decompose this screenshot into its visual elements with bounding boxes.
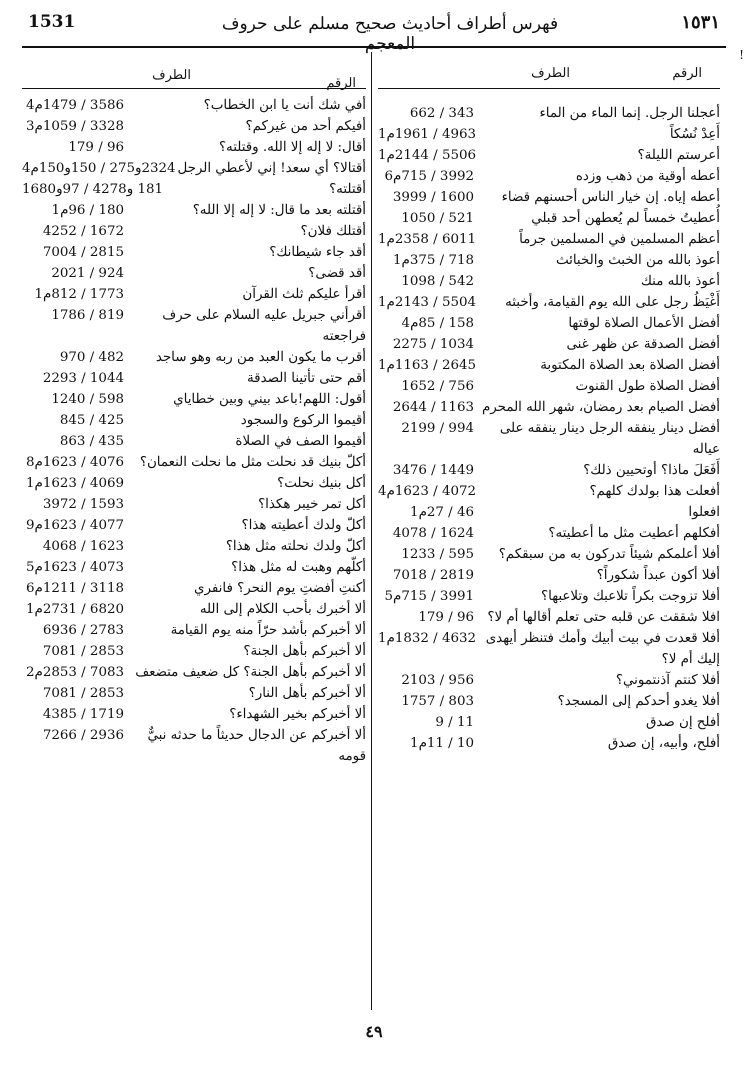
left-column	[22, 58, 366, 767]
index-entry	[378, 166, 720, 187]
right-column-header	[378, 58, 720, 89]
entry-text: أقال: لا إله إلا الله. وقتلته؟	[218, 140, 366, 155]
index-entry	[378, 124, 720, 145]
index-entry	[22, 725, 366, 767]
index-entry	[22, 620, 366, 641]
edge-mark: !	[739, 48, 744, 62]
index-entry	[22, 599, 366, 620]
entry-number: 179 / 96	[68, 140, 124, 155]
entry-number: 5504 / 2143م1	[378, 295, 477, 310]
index-entry	[22, 368, 366, 389]
entry-number: 181 و4278 / 97و1680	[22, 182, 163, 197]
entry-text: أقول: اللهم!باعد بيني وبين خطاياي	[173, 392, 366, 407]
index-entry	[378, 271, 720, 292]
index-entry	[22, 557, 366, 578]
entry-number: 1050 / 521	[401, 211, 474, 226]
index-entry	[22, 704, 366, 725]
entry-number: 4073 / 1623م5	[25, 560, 124, 575]
index-entry	[378, 733, 720, 754]
entry-text: ألا أخبركم بأهل الجنة؟ كل ضعيف متضعف	[135, 665, 366, 680]
left-entry-list	[22, 95, 366, 767]
entry-text: أفضل الصلاة طول القنوت	[575, 379, 720, 394]
entry-number: 1773 / 812م1	[34, 287, 124, 302]
index-entry	[378, 607, 720, 628]
entry-number: 3118 / 1211م6	[25, 581, 124, 596]
index-entry	[378, 691, 720, 712]
entry-number: 7004 / 2815	[42, 245, 124, 260]
entry-number: 2021 / 924	[51, 266, 124, 281]
entry-text: أفلح إن صدق	[645, 715, 720, 730]
entry-number: 3972 / 1593	[42, 497, 124, 512]
entry-number: 662 / 343	[409, 106, 474, 121]
entry-text: أقد قضى؟	[308, 266, 366, 281]
index-entry	[378, 250, 720, 271]
entry-text: افلا شققت عن قلبه حتى تعلم أقالها أم لا؟	[487, 610, 720, 625]
entry-number: 10 / 11م1	[410, 736, 474, 751]
header-rule	[22, 46, 726, 48]
entry-text: أفعلت هذا بولدك كلهم؟	[589, 484, 720, 499]
column-divider	[371, 52, 372, 1010]
index-entry	[22, 410, 366, 431]
index-entry	[378, 565, 720, 586]
entry-text: ألا أخبركم بأشد حرّاً منه يوم القيامة	[170, 623, 366, 638]
index-entry	[22, 158, 366, 179]
entry-number: 4068 / 1623	[42, 539, 124, 554]
index-entry	[378, 229, 720, 250]
entry-text: أعطه إياه. إن خيار الناس أحسنهم قضاء	[501, 190, 720, 205]
entry-number: 2644 / 1163	[392, 400, 474, 415]
index-entry	[22, 116, 366, 137]
footer-page-number: ٤٩	[365, 1022, 383, 1041]
entry-number: 6011 / 2358م1	[378, 232, 477, 247]
index-entry	[22, 242, 366, 263]
entry-text: ألا أخبركم بأهل النار؟	[248, 686, 366, 701]
entry-text: أقد جاء شيطانك؟	[269, 245, 366, 260]
entry-number: 6820 / 2731م1	[25, 602, 124, 617]
index-entry	[378, 670, 720, 691]
entry-number: 4076 / 1623م8	[25, 455, 124, 470]
index-entry	[22, 452, 366, 473]
index-entry	[378, 460, 720, 481]
index-entry	[22, 578, 366, 599]
entry-number: 7018 / 2819	[392, 568, 474, 583]
column-header-text: الطرف	[152, 68, 191, 83]
entry-number: 7081 / 2853	[42, 686, 124, 701]
entry-text: أفكلهم أعطيت مثل ما أعطيته؟	[548, 526, 720, 541]
index-entry	[378, 334, 720, 355]
entry-number: 4385 / 1719	[42, 707, 124, 722]
entry-text: أَفَعَلَ ماذا؟ أوتحيين ذلك؟	[583, 463, 720, 478]
index-entry	[22, 494, 366, 515]
entry-text: أفلا قعدت في بيت أبيك وأمك فتنظر أيهدى إليك أم لا؟	[485, 631, 720, 667]
entry-text: ألا أخبرك بأحب الكلام إلى الله	[199, 602, 366, 617]
entry-text: أقيموا الركوع والسجود	[240, 413, 366, 428]
entry-number: 3476 / 1449	[392, 463, 474, 478]
entry-number: 3992 / 715م6	[384, 169, 474, 184]
index-entry	[22, 179, 366, 200]
entry-number: 1652 / 756	[401, 379, 474, 394]
entry-number: 2199 / 994	[401, 421, 474, 436]
entry-number: 7081 / 2853	[42, 644, 124, 659]
entry-text: أقرب ما يكون العبد من ربه وهو ساجد	[155, 350, 366, 365]
column-header-number: الرقم	[672, 66, 702, 81]
entry-text: أفضل الصيام بعد رمضان، شهر الله المحرم	[482, 400, 720, 415]
entry-text: ألا أخبركم بأهل الجنة؟	[243, 644, 366, 659]
entry-number: 845 / 425	[59, 413, 124, 428]
entry-number: 3586 / 1479م4	[25, 98, 124, 113]
entry-number: 2324و275 / 150و150م4	[22, 161, 176, 176]
header-title: فهرس أطراف أحاديث صحيح مسلم على حروف المعجم	[221, 14, 559, 54]
entry-number: 970 / 482	[59, 350, 124, 365]
entry-text: أقتلته بعد ما قال: لا إله إلا الله؟	[192, 203, 366, 218]
entry-text: أقتلك فلان؟	[300, 224, 366, 239]
header-page-number-latin: 1531	[28, 12, 76, 32]
entry-text: ألا أخبركم عن الدجال حديثاً ما حدثه نبيٌّ قومه	[147, 728, 366, 764]
entry-number: 4252 / 1672	[42, 224, 124, 239]
entry-number: 4632 / 1832م1	[378, 631, 477, 646]
entry-number: 46 / 27م1	[410, 505, 474, 520]
index-entry	[22, 263, 366, 284]
entry-text: أعوذ بالله من الخبث والخبائث	[555, 253, 720, 268]
entry-number: 158 / 85م4	[401, 316, 474, 331]
index-entry	[22, 473, 366, 494]
entry-text: أكلّهم وهبت له مثل هذا؟	[231, 560, 366, 575]
index-entry	[22, 95, 366, 116]
entry-number: 4072 / 1623م4	[378, 484, 477, 499]
entry-text: أفضل الصلاة بعد الصلاة المكتوبة	[540, 358, 720, 373]
entry-number: 6936 / 2783	[42, 623, 124, 638]
entry-text: أفلا يغدو أحدكم إلى المسجد؟	[557, 694, 720, 709]
entry-number: 3999 / 1600	[392, 190, 474, 205]
entry-text: أقرأني جبريل عليه السلام على حرف فراجعته	[162, 308, 366, 344]
index-entry	[22, 221, 366, 242]
entry-text: افعلوا	[688, 505, 720, 520]
right-column	[378, 58, 720, 754]
index-entry	[378, 502, 720, 523]
entry-text: أكل بنيك نحلت؟	[277, 476, 366, 491]
entry-text: أعجلنا الرجل. إنما الماء من الماء	[539, 106, 720, 121]
entry-number: 1240 / 598	[51, 392, 124, 407]
index-entry	[378, 586, 720, 607]
column-header-number: الرقم	[326, 76, 356, 91]
entry-number: 3328 / 1059م3	[25, 119, 124, 134]
entry-text: أفضل دينار ينفقه الرجل دينار ينفقه على عياله	[499, 421, 720, 457]
index-entry	[22, 389, 366, 410]
entry-number: 7266 / 2936	[42, 728, 124, 743]
entry-text: أكلّ ولدك أعطيته هذا؟	[241, 518, 366, 533]
index-entry	[22, 536, 366, 557]
entry-number: 1098 / 542	[401, 274, 474, 289]
entry-text: أفلح، وأبيه، إن صدق	[607, 736, 720, 751]
column-header-text: الطرف	[531, 66, 570, 81]
entry-text: أَغْيَظُ رجل على الله يوم القيامة، وأخبثه	[505, 295, 720, 310]
right-entry-list	[378, 103, 720, 754]
entry-text: أكلّ ولدك نحلته مثل هذا؟	[225, 539, 366, 554]
index-entry	[22, 683, 366, 704]
index-entry	[378, 418, 720, 460]
entry-text: ألا أخبركم بخير الشهداء؟	[229, 707, 366, 722]
entry-number: 5506 / 2144م1	[378, 148, 477, 163]
entry-number: 4077 / 1623م9	[25, 518, 124, 533]
index-entry	[378, 481, 720, 502]
header-page-number-arabic: ١٥٣١	[681, 12, 720, 33]
index-entry	[22, 200, 366, 221]
entry-text: أقتلته؟	[329, 182, 366, 197]
entry-text: أقم حتى تأتينا الصدقة	[247, 371, 366, 386]
index-entry	[22, 347, 366, 368]
entry-number: 9 / 11	[435, 715, 474, 730]
index-entry	[378, 145, 720, 166]
entry-number: 4069 / 1623م1	[25, 476, 124, 491]
entry-number: 863 / 435	[59, 434, 124, 449]
left-column-header	[22, 58, 366, 89]
index-entry	[378, 187, 720, 208]
index-entry	[22, 284, 366, 305]
index-entry	[378, 628, 720, 670]
entry-text: أقتالا؟ أي سعد! إني لأعطي الرجل	[177, 161, 366, 176]
entry-number: 1786 / 819	[51, 308, 124, 323]
entry-text: أفلا أكون عبداً شكوراً؟	[596, 568, 720, 583]
entry-number: 7083 / 2853م2	[25, 665, 124, 680]
index-entry	[22, 662, 366, 683]
entry-text: أفلا كنتم آذنتموني؟	[615, 673, 720, 688]
index-entry	[378, 103, 720, 124]
index-entry	[378, 712, 720, 733]
index-entry	[378, 376, 720, 397]
entry-text: أفيكم أحد من غيركم؟	[245, 119, 366, 134]
entry-text: أكنتِ أفضتِ يوم النحر؟ فانفري	[194, 581, 366, 596]
entry-number: 718 / 375م1	[393, 253, 474, 268]
entry-text: أعوذ بالله منك	[640, 274, 720, 289]
index-entry	[22, 137, 366, 158]
entry-text: أفلا تزوجت بكراً تلاعبك وتلاعبها؟	[541, 589, 720, 604]
entry-number: 180 / 96م1	[51, 203, 124, 218]
entry-text: أعرستم الليلة؟	[637, 148, 720, 163]
index-entry	[22, 305, 366, 347]
entry-number: 2645 / 1163م1	[378, 358, 477, 373]
entry-text: أقرأ عليكم ثلث القرآن	[242, 287, 366, 302]
entry-number: 4963 / 1961م1	[378, 127, 477, 142]
entry-text: أقيموا الصف في الصلاة	[235, 434, 366, 449]
entry-text: أُعطيتُ خمساً لم يُعطهن أحد قبلي	[531, 211, 720, 226]
entry-text: أعظم المسلمين في المسلمين جرماً	[519, 232, 720, 247]
entry-number: 2103 / 956	[401, 673, 474, 688]
entry-number: 2293 / 1044	[42, 371, 124, 386]
entry-text: أكلّ بنيك قد نحلت مثل ما نحلت النعمان؟	[139, 455, 366, 470]
index-entry	[378, 355, 720, 376]
entry-number: 179 / 96	[418, 610, 474, 625]
index-entry	[22, 515, 366, 536]
index-entry	[378, 208, 720, 229]
index-entry	[378, 397, 720, 418]
entry-number: 2275 / 1034	[392, 337, 474, 352]
entry-text: أفي شك أنت يا ابن الخطاب؟	[203, 98, 366, 113]
entry-number: 4078 / 1624	[392, 526, 474, 541]
entry-text: أفضل الأعمال الصلاة لوقتها	[568, 316, 720, 331]
entry-text: أعطه أوقية من ذهب وزده	[575, 169, 720, 184]
index-entry	[378, 313, 720, 334]
entry-number: 3991 / 715م5	[384, 589, 474, 604]
entry-number: 1233 / 595	[401, 547, 474, 562]
index-entry	[378, 292, 720, 313]
entry-text: أكل تمر خيبر هكذا؟	[258, 497, 366, 512]
entry-text: أفلا أعلمكم شيئاً تدركون به من سبقكم؟	[498, 547, 720, 562]
entry-text: أَعِدْ نُسُكاً	[669, 127, 720, 142]
index-entry	[22, 641, 366, 662]
index-entry	[22, 431, 366, 452]
entry-text: أفضل الصدقة عن ظهر غنى	[566, 337, 720, 352]
index-entry	[378, 523, 720, 544]
index-entry	[378, 544, 720, 565]
entry-number: 1757 / 803	[401, 694, 474, 709]
